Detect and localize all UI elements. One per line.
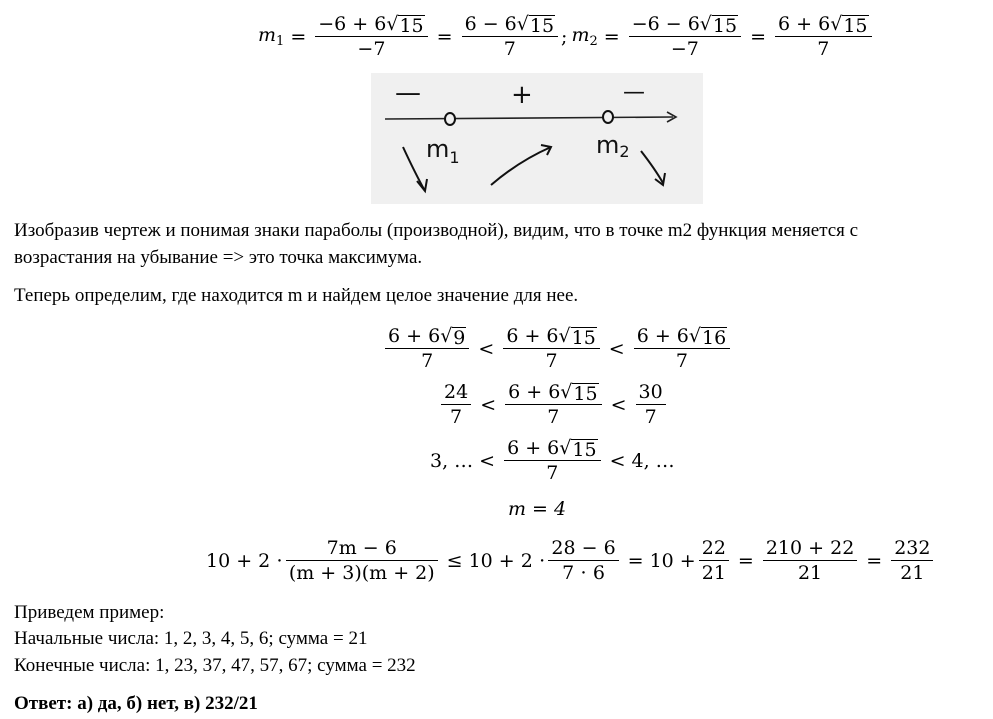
sign-chart-sketch: [371, 73, 703, 204]
inequality-2: $\frac{24}{7}$ < 6 + 6 √ 15 7 < $\frac{30}{7}$: [438, 380, 669, 429]
answer-line: Ответ: а) да, б) нет, в) 232/21: [14, 693, 258, 714]
initial-numbers: Начальные числа: 1, 2, 3, 4, 5, 6; сумма = 21: [14, 628, 368, 649]
sign-mid: +: [511, 80, 533, 110]
m-value: m = 4: [508, 498, 567, 520]
final-equation: 10 + 2 ⋅ $\frac{7m - 6}{(m + 3)(m + 2)}$ ≤ 10 + 2 ⋅ $\frac{28 - 6}{7 \cdot 6}$ = 10 + $\frac{22}{21}$ = $\frac{210 + 22}{21}$ = $\frac{232}{21}$: [206, 536, 936, 585]
roots-formula: $m_1$ = −6 + 6 √ 15 −7 = 6 − 6 √ 15 7 ; $m_2$ = −6 − 6 √ 15 −7 = 6 + 6 √ 15 7: [258, 12, 875, 61]
sign-right: —: [623, 80, 645, 105]
arrow-down-left: [403, 147, 425, 191]
label-m2: m2: [596, 131, 630, 161]
number-axis: [385, 117, 673, 119]
final-numbers: Конечные числа: 1, 23, 37, 47, 57, 67; сумма = 232: [14, 655, 416, 676]
inequality-3: 3, … < 6 + 6 √ 15 7 < 4, …: [430, 437, 675, 484]
explanation-line-3: Теперь определим, где находится m и найдем целое значение для нее.: [14, 285, 579, 306]
m1-fraction-b: 6 − 6 √ 15 7: [462, 12, 558, 61]
inequality-1: 6 + 6 √ 9 7 < 6 + 6 √ 15 7 < 6 + 6 √ 16 7: [382, 324, 733, 373]
explanation-line-2: возрастания на убывание => это точка максимума.: [14, 247, 423, 268]
arrow-up-middle: [491, 147, 551, 185]
arrow-down-right: [641, 151, 663, 183]
m1-symbol: $m_1$: [258, 24, 285, 49]
sign-chart-svg: [371, 73, 703, 204]
example-title: Приведем пример:: [14, 602, 165, 623]
m2-symbol: $m_2$: [571, 24, 598, 49]
point-m1: [445, 113, 455, 125]
label-m1: $m_1$: [426, 135, 460, 167]
m1-fraction-a: −6 + 6 √ 15 −7: [315, 12, 427, 61]
m2-fraction-b: 6 + 6 √ 15 7: [775, 12, 871, 61]
point-m2: [603, 111, 613, 123]
m2-fraction-a: −6 − 6 √ 15 −7: [629, 12, 741, 61]
sign-left: —: [395, 78, 421, 108]
explanation-line-1: Изобразив чертеж и понимая знаки параболы (производной), видим, что в точке m2 функция меняется с: [14, 220, 859, 241]
